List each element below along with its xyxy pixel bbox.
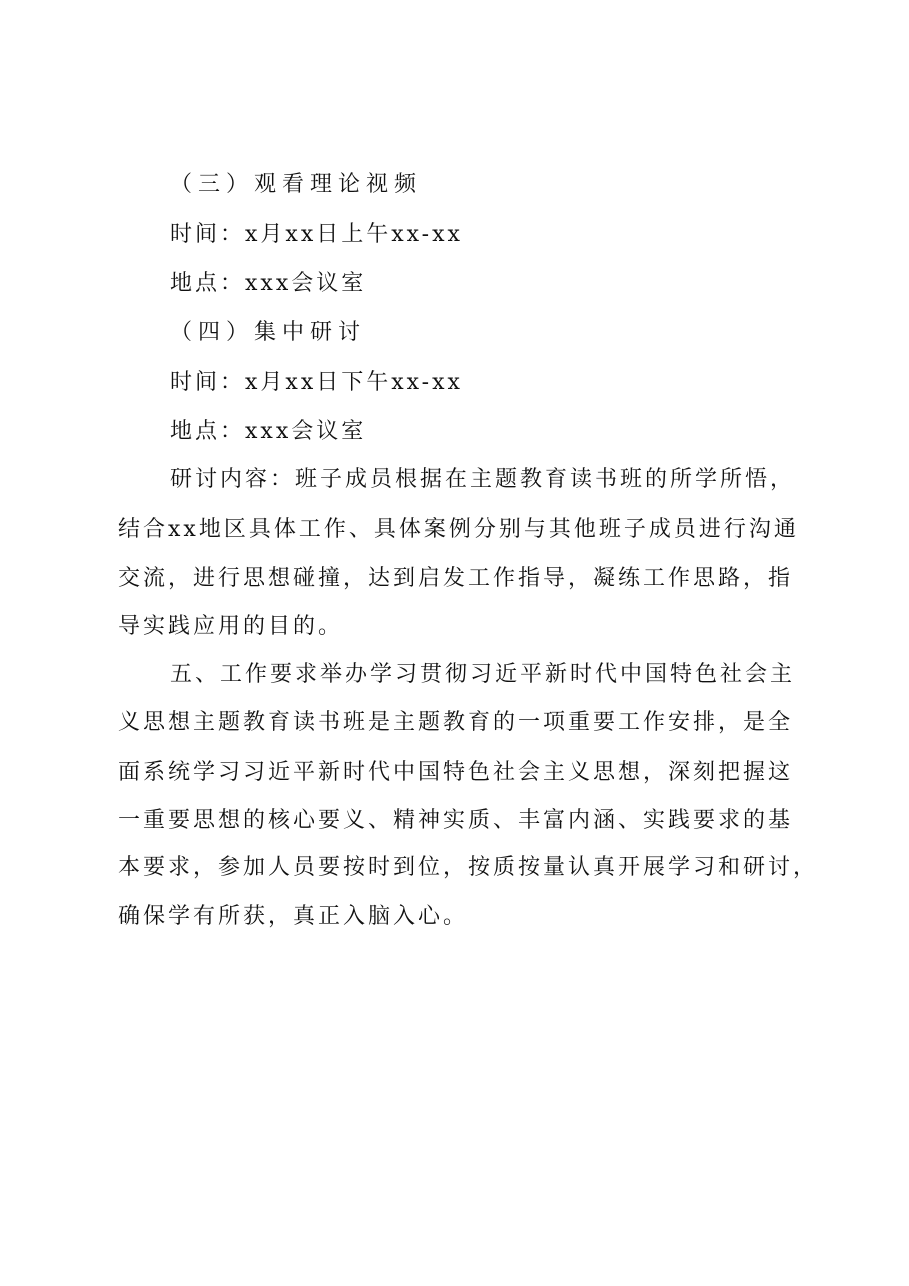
- discussion-line: 导实践应用的目的。: [118, 614, 344, 639]
- requirements-line: 确保学有所获，真正入脑入心。: [118, 904, 469, 929]
- section-three-place: 地点：xxx会议室: [170, 271, 367, 296]
- requirements-line: 面系统学习习近平新时代中国特色社会主义思想，深刻把握这: [118, 760, 794, 785]
- section-three-time: 时间：x月xx日上午xx-xx: [170, 222, 463, 247]
- requirements-line: 义思想主题教育读书班是主题教育的一项重要工作安排，是全: [118, 710, 794, 735]
- discussion-line: 交流，进行思想碰撞，达到启发工作指导，凝练工作思路，指: [118, 566, 794, 591]
- section-three-heading: （三）观看理论视频: [170, 172, 423, 197]
- discussion-line: 研讨内容：班子成员根据在主题教育读书班的所学所悟，: [170, 467, 796, 492]
- requirements-line: 一重要思想的核心要义、精神实质、丰富内涵、实践要求的基: [118, 808, 794, 833]
- requirements-line: 五、工作要求举办学习贯彻习近平新时代中国特色社会主: [170, 662, 796, 687]
- section-four-heading: （四）集中研讨: [170, 320, 367, 345]
- discussion-line: 结合xx地区具体工作、具体案例分别与其他班子成员进行沟通: [118, 517, 799, 542]
- requirements-line: 本要求，参加人员要按时到位，按质按量认真开展学习和研讨，: [118, 855, 819, 880]
- section-four-place: 地点：xxx会议室: [170, 419, 367, 444]
- section-four-time: 时间：x月xx日下午xx-xx: [170, 370, 463, 395]
